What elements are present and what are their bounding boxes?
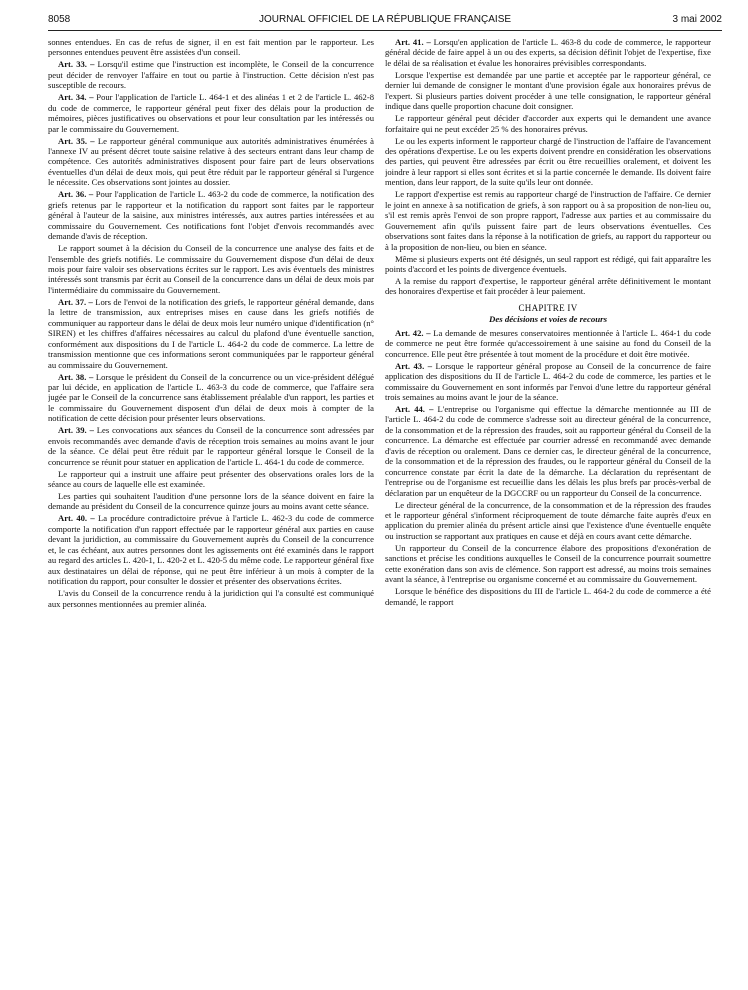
article-40 <box>48 513 374 586</box>
article-text: La demande de mesures conservatoires mentionnée à l'article L. 464-1 du code de commerce ne peut être formée qu'accessoirement à une saisine au fond du Conseil de la concurrence. Elle peut être présentée à tout moment de la procédure et doit être motivée. <box>385 327 711 359</box>
paragraph: Lorsque le bénéfice des dispositions du III de l'article L. 464-2 du code de commerce a été demandé, le rapport <box>385 586 711 607</box>
paragraph: Un rapporteur du Conseil de la concurrence élabore des propositions d'exonération de sanctions et précise les conditions auxquelles le Conseil de la concurrence pourrait soumettre cette exonération dans son avis de clémence. Son rapport est adressé, au moins trois semaines avant la séance, à l'entreprise ou organisme concerné et au commissaire du Gouvernement. <box>385 542 711 585</box>
article-37 <box>48 297 374 370</box>
page-number: 8058 <box>48 14 71 25</box>
chapter-heading: CHAPITRE IV <box>518 302 578 313</box>
page-header <box>48 14 722 28</box>
article-label: Art. 33. – <box>58 59 95 70</box>
article-label: Art. 37. – <box>58 296 93 307</box>
article-text: La procédure contradictoire prévue à l'article L. 462-3 du code de commerce comporte la notification d'un rapport effectuée par le rapporteur général aux parties en cause devant la juridiction, au commissaire du Gouvernement auprès du Conseil de la concurrence et, le cas échéant, aux autres personnes dont les agissements ont été examinés dans le rapport au regard des articles L. 420-1, L. 420-2 et L. 420-5 du même code. Le rapporteur général fixe aux destinataires un délai de réponse, qui ne peut être inférieur à un mois à compter de la notification du rapport, pour consulter le dossier et présenter des observations écrites. <box>48 513 374 587</box>
article-text: Lorsqu'il estime que l'instruction est incomplète, le Conseil de la concurrence peut décider de renvoyer l'affaire en tout ou partie à l'instruction. Cette décision n'est pas susceptible de recours. <box>48 59 374 91</box>
chapter-subtitle: Des décisions et voies de recours <box>488 314 607 325</box>
article-44 <box>385 404 711 498</box>
article-text: Lorsque le président du Conseil de la concurrence ou un vice-président délégué par lui décide, en application de l'article L. 463-3 du code de commerce, que l'affaire sera jugée par le Conseil de la concurrence sans établissement préalable d'un rapport, les parties et le commissaire du Gouvernement disposent d'un délai de deux mois à compter de la notification de cette décision pour présenter leurs observations. <box>48 371 374 424</box>
journal-title: JOURNAL OFFICIEL DE LA RÉPUBLIQUE FRANÇAISE <box>258 14 512 25</box>
article-41 <box>385 37 711 68</box>
article-42 <box>385 328 711 359</box>
paragraph: L'avis du Conseil de la concurrence rendu à la juridiction qui l'a consulté est communiqué aux personnes mentionnées au premier alinéa. <box>48 588 374 609</box>
paragraph: Le ou les experts informent le rapporteur chargé de l'instruction de l'affaire de l'avancement des opérations d'expertise. Le ou les experts doivent prendre en considération les observations des parties, qui peuvent être adressées par écrit ou être recueillies oralement, et doivent les joindre à leur rapport si elles sont écrites et si la partie concernée le demande. Ils doivent faire mention, dans leur rapport, de la suite qu'ils leur ont donnée. <box>385 135 711 188</box>
article-label: Art. 44. – <box>395 403 434 414</box>
article-38 <box>48 372 374 424</box>
publication-date: 3 mai 2002 <box>672 14 722 25</box>
article-label: Art. 39. – <box>58 425 94 436</box>
paragraph: Lorsque l'expertise est demandée par une partie et acceptée par le rapporteur général, ce dernier lui demande de consigner le montant d'une provision égale aux honoraires prévus de l'expert. Si plusieurs parties doivent procéder à une telle consignation, le rapporteur général indique dans quelle proportion chacune doit consigner. <box>385 69 711 112</box>
paragraph: A la remise du rapport d'expertise, le rapporteur général arrête définitivement le montant des honoraires d'expertise et fait procéder à leur paiement. <box>385 275 711 297</box>
article-36 <box>48 189 374 241</box>
article-text: Lors de l'envoi de la notification des griefs, le rapporteur général demande, dans la lettre de transmission, aux entreprises mises en cause dans les griefs notifiés de communiquer au rapporteur dans le délai de deux mois leur numéro unique d'identification (n° SIREN) et les chiffres d'affaires nécessaires au calcul du plafond d'une éventuelle sanction, conformément aux dispositions du I de l'article L. 464-2 du code de commerce. La lettre de transmission mentionne que ces informations seront communiquées par le rapporteur général au commissaire du Gouvernement. <box>48 296 374 370</box>
paragraph: sonnes entendues. En cas de refus de signer, il en est fait mention par le rapporteur. Les personnes entendues peuvent être assistées d'un conseil. <box>48 37 374 58</box>
paragraph: Le rapport soumet à la décision du Conseil de la concurrence une analyse des faits et de l'ensemble des griefs notifiés. Le commissaire du Gouvernement dispose d'un délai de deux mois pour faire valoir ses observations écrites sur le rapport. Les avis éventuels des ministres intéressés sont transmis par écrit au Conseil de la concurrence dans un délai de deux mois par l'intermédiaire du commissaire du Gouvernement. <box>48 243 374 295</box>
article-text: Pour l'application de l'article L. 463-2 du code de commerce, la notification des griefs retenus par le rapporteur et la notification du rapport sont faites par le rapporteur général à l'auteur de la saisine, aux ministres intéressés, aux autres parties intéressées et au commissaire du Gouvernement. Ces notifications font l'objet d'envois recommandés avec demande d'avis de réception. <box>48 189 374 242</box>
article-label: Art. 38. – <box>58 371 94 382</box>
article-text: Lorsque le rapporteur général propose au Conseil de la concurrence de faire application des dispositions du II de l'article L. 464-2 du code de commerce, les parties et le commissaire du Gouvernement en sont informés par l'envoi d'une lettre du rapporteur général trois semaines au moins avant le jour de la séance. <box>385 360 711 402</box>
article-label: Art. 34. – <box>58 92 94 103</box>
article-label: Art. 42. – <box>395 327 431 338</box>
paragraph: Le directeur général de la concurrence, de la consommation et de la répression des fraudes et le rapporteur général s'informent réciproquement de toute démarche faite auprès d'eux en application du premier alinéa du présent article ainsi que l'existence d'une éventuelle enquête ou instruction se rapportant aux pratiques en cause et déjà en cours avant cette démarche. <box>385 499 711 541</box>
header-rule <box>48 30 722 31</box>
article-label: Art. 40. – <box>58 513 95 524</box>
article-text: Les convocations aux séances du Conseil de la concurrence sont adressées par envois recommandés avec demande d'avis de réception trois semaines au moins avant le jour de la séance. Ce délai peut être réduit par le rapporteur général lorsque le Conseil de la concurrence se réunit pour statuer en application de l'article L. 464-1 du code de commerce. <box>48 425 374 467</box>
article-text: Lorsqu'en application de l'article L. 463-8 du code de commerce, le rapporteur général décide de faire appel à un ou des experts, sa décision définit l'objet de l'expertise, fixe le délai de sa réalisation et évalue les honoraires prévisibles correspondants. <box>385 37 711 68</box>
article-label: Art. 43. – <box>395 360 433 371</box>
paragraph: Même si plusieurs experts ont été désignés, un seul rapport est rédigé, qui fait apparaître les points d'accord et les points de divergence éventuels. <box>385 253 711 275</box>
article-text: Le rapporteur général communique aux autorités administratives énumérées à l'annexe IV au présent décret toute saisine relative à des secteurs entrant dans leur champ de compétence. Ces autorités administratives disposent pour faire part de leurs observations éventuelles d'un délai de deux mois, qui peut être réduit par le rapporteur général si l'urgence le nécessite. Ces observations sont jointes au dossier. <box>48 135 374 188</box>
right-column <box>385 37 711 983</box>
left-column <box>48 37 374 983</box>
article-35 <box>48 136 374 188</box>
article-34 <box>48 92 374 134</box>
paragraph: Le rapport d'expertise est remis au rapporteur chargé de l'instruction de l'affaire. Ce dernier le joint en annexe à sa notification de griefs, à son rapport ou à sa proposition de non-lieu ou, s'il est remis après l'envoi de son propre rapport, l'adresse aux parties et au commissaire du Gouvernement afin qu'ils puissent faire part de leurs observations éventuelles. Ces observations sont faites dans la réponse à la notification de griefs, au rapport du rapporteur ou à la proposition de non-lieu, ou bien en séance. <box>385 189 711 252</box>
paragraph: Le rapporteur général peut décider d'accorder aux experts qui le demandent une avance forfaitaire qui ne peut excéder 25 % des honoraires prévus. <box>385 113 711 134</box>
article-label: Art. 41. – <box>395 37 431 47</box>
article-text: Pour l'application de l'article L. 464-1 et des alinéas 1 et 2 de l'article L. 462-8 du code de commerce, le rapporteur général peut fixer des délais pour la production de mémoires, pièces justificatives ou observations et pour leur consultation par les intéressés ou par le commissaire du Gouvernement. <box>48 92 374 134</box>
paragraph: Le rapporteur qui a instruit une affaire peut présenter des observations orales lors de la séance au cours de laquelle elle est examinée. <box>48 468 374 490</box>
article-33 <box>48 59 374 90</box>
article-39 <box>48 425 374 467</box>
article-label: Art. 36. – <box>58 189 94 200</box>
article-43 <box>385 361 711 403</box>
paragraph: Les parties qui souhaitent l'audition d'une personne lors de la séance doivent en faire la demande au président du Conseil de la concurrence quinze jours au moins avant cette séance. <box>48 491 374 512</box>
article-text: L'entreprise ou l'organisme qui effectue la démarche mentionnée au III de l'article L. 464-2 du code de commerce s'adresse soit au directeur général de la concurrence, de la consommation et de la répression des fraudes, soit au rapporteur général du Conseil de la concurrence. La démarche est effectuée par courrier adressé en recommandé avec demande d'avis de réception ou oralement. Dans ce dernier cas, le directeur général de la concurrence, de la consommation et de la répression des fraudes, ou le rapporteur général du Conseil de la concurrence constate par écrit la date de la démarche. La déclaration du représentant de l'entreprise ou de l'organisme est recueillie dans les délais les plus brefs par procès-verbal de déclaration par un enquêteur de la DGCCRF ou un rapporteur du Conseil de la concurrence. <box>385 403 711 498</box>
article-label: Art. 35. – <box>58 135 95 146</box>
